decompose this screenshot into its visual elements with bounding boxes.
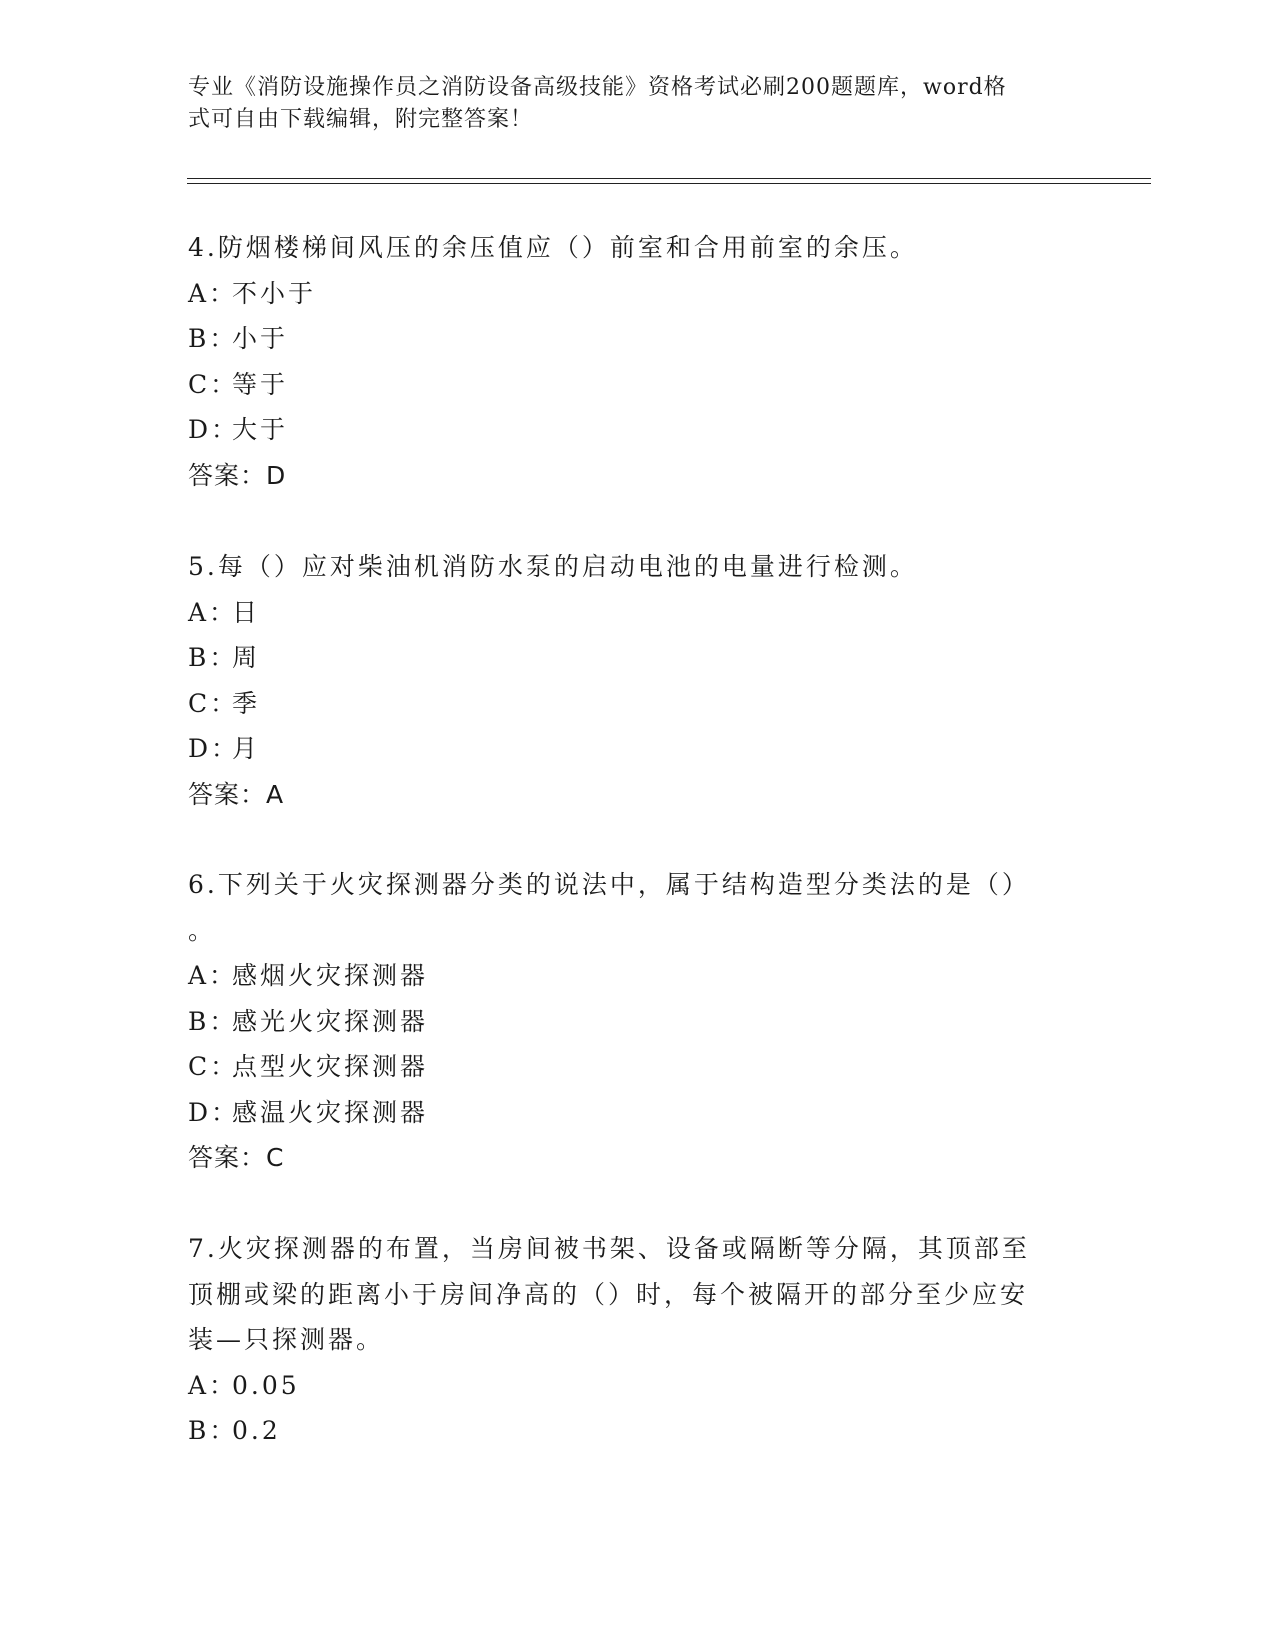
document-header (188, 72, 1068, 136)
question-6 (188, 862, 1068, 1181)
option-a (188, 271, 1068, 317)
question-text: 7.火灾探测器的布置，当房间被书架、设备或隔断等分隔，其顶部至 (188, 1234, 1030, 1263)
option-b (188, 1408, 1068, 1454)
option-text: 不小于 (232, 278, 317, 308)
question-5 (188, 544, 1068, 817)
option-text: 小于 (232, 324, 289, 353)
question-7 (188, 1226, 1068, 1454)
option-text: 周 (232, 643, 261, 672)
option-key: A： (188, 1370, 238, 1400)
option-text: 大于 (232, 415, 289, 444)
option-key: C： (188, 688, 239, 718)
option-text: 感温火灾探测器 (232, 1097, 429, 1127)
option-b (188, 635, 1068, 681)
option-text: 日 (232, 597, 261, 627)
option-key: B： (188, 1416, 238, 1445)
option-key: A： (188, 278, 238, 308)
option-c (188, 362, 1068, 408)
option-key: B： (188, 324, 238, 353)
option-key: C： (188, 369, 239, 399)
option-text: 0.2 (232, 1416, 281, 1445)
option-c (188, 681, 1068, 727)
option-a (188, 590, 1068, 636)
header-divider-top (187, 178, 1151, 179)
option-text: 感光火灾探测器 (232, 1006, 429, 1036)
option-text: 感烟火灾探测器 (232, 961, 429, 990)
answer-line: 答案：D (188, 460, 287, 490)
option-a (188, 953, 1068, 999)
question-text-continued: 装—只探测器。 (188, 1325, 385, 1354)
option-key: D： (188, 415, 240, 444)
option-key: A： (188, 961, 238, 990)
option-key: D： (188, 1097, 240, 1127)
option-d (188, 407, 1068, 453)
option-c (188, 1044, 1068, 1090)
question-text-continued: 顶棚或梁的距离小于房间净高的（）时，每个被隔开的部分至少应安 (188, 1279, 1029, 1309)
option-text: 季 (232, 688, 261, 718)
option-key: B： (188, 643, 238, 672)
question-text: 4.防烟楼梯间风压的余压值应（）前室和合用前室的余压。 (188, 233, 918, 262)
option-a (188, 1363, 1068, 1409)
answer-line: 答案：A (188, 779, 285, 809)
answer-line: 答案：C (188, 1143, 285, 1172)
option-text: 点型火灾探测器 (232, 1052, 429, 1081)
option-text: 0.05 (232, 1370, 300, 1400)
option-text: 月 (232, 734, 261, 763)
header-divider-bottom (187, 183, 1151, 184)
option-key: B： (188, 1006, 238, 1036)
option-key: D： (188, 734, 240, 763)
option-key: A： (188, 597, 238, 627)
question-text: 5.每（）应对柴油机消防水泵的启动电池的电量进行检测。 (188, 552, 918, 581)
header-line-1: 专业《消防设施操作员之消防设备高级技能》资格考试必刷200题题库，word格 (188, 75, 1007, 100)
question-text: 6.下列关于火灾探测器分类的说法中，属于结构造型分类法的是（） (188, 870, 1030, 899)
option-b (188, 999, 1068, 1045)
header-line-2: 式可自由下载编辑，附完整答案！ (188, 107, 534, 132)
option-d (188, 726, 1068, 772)
option-d (188, 1090, 1068, 1136)
question-text-continued: 。 (188, 915, 217, 945)
option-b (188, 316, 1068, 362)
option-text: 等于 (232, 369, 289, 399)
option-key: C： (188, 1052, 239, 1081)
question-4 (188, 225, 1068, 498)
